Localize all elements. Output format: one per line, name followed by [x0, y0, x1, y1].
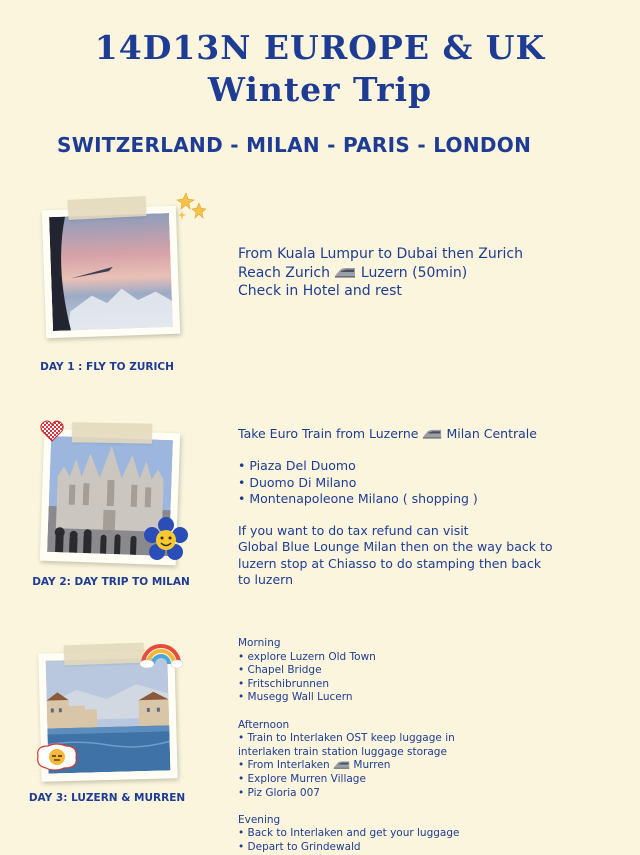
day1-label: DAY 1 : FLY TO ZURICH — [40, 361, 174, 373]
day1-description — [238, 245, 523, 301]
day2-description — [238, 426, 553, 588]
day3-line: • explore Luzern Old Town — [238, 650, 376, 663]
day2-to: Milan Centrale — [446, 426, 537, 441]
day3-from: • From Interlaken — [238, 759, 330, 772]
day3-line: • Chapel Bridge — [238, 664, 322, 677]
page-title-line1: 14D13N EUROPE & UK — [94, 28, 546, 67]
day1-tape — [68, 196, 147, 220]
day3-to: Murren — [353, 759, 391, 772]
day3-line: • Piz Gloria 007 — [238, 786, 320, 799]
train-icon — [422, 427, 442, 440]
day3-line: Afternoon — [238, 718, 290, 731]
day3-line: Evening — [238, 813, 281, 826]
heart-icon — [40, 420, 64, 442]
sparkle-stars-icon — [176, 192, 208, 222]
day3-description — [238, 637, 459, 855]
day3-line: • Explore Murren Village — [238, 772, 366, 785]
day3-label: DAY 3: LUZERN & MURREN — [28, 792, 186, 804]
day2-line-train — [238, 426, 553, 442]
fried-egg-sticker-icon — [34, 742, 80, 772]
day2-tape — [72, 422, 152, 443]
day2-line: luzern stop at Chiasso to do stamping then back — [238, 555, 542, 571]
day3-line: • Musegg Wall Lucern — [238, 691, 353, 704]
smiley-flower-icon — [144, 517, 188, 561]
day3-line: • Train to Interlaken OST keep luggage in — [238, 732, 455, 745]
day2-line: If you want to do tax refund can visit — [238, 523, 469, 539]
day1-line: From Kuala Lumpur to Dubai then Zurich — [238, 246, 523, 262]
page-title-line2: Winter Trip — [207, 70, 433, 109]
day3-line: interlaken train station luggage storage — [238, 745, 447, 758]
rainbow-icon — [139, 640, 183, 668]
day1-from: Reach Zurich — [238, 264, 330, 281]
day1-to: Luzern (50min) — [360, 264, 468, 281]
day1-line-train — [238, 264, 523, 283]
day3-line: • Fritschibrunnen — [238, 677, 330, 690]
day1-polaroid — [42, 206, 180, 339]
day2-line: • Piaza Del Duomo — [238, 458, 356, 474]
day3-line-train — [238, 759, 459, 773]
day3-line: • Depart to Grindewald — [238, 840, 361, 853]
day1-line: Check in Hotel and rest — [238, 283, 402, 299]
day2-line: • Duomo Di Milano — [238, 474, 357, 490]
route-subtitle: SWITZERLAND - MILAN - PARIS - LONDON — [57, 133, 532, 157]
day2-label: DAY 2: DAY TRIP TO MILAN — [32, 576, 190, 588]
day3-tape — [64, 643, 145, 666]
day2-line: to luzern — [238, 571, 294, 587]
day2-from: Take Euro Train from Luzerne — [238, 426, 419, 441]
day2-line: • Montenapoleone Milano ( shopping ) — [238, 490, 478, 506]
day1-photo-airplane-window — [49, 213, 173, 331]
day2-line: Global Blue Lounge Milan then on the way back to — [238, 539, 553, 555]
train-icon — [333, 759, 350, 770]
train-icon — [334, 265, 356, 279]
day3-line: Morning — [238, 637, 281, 649]
day3-line: • Back to Interlaken and get your luggage — [238, 827, 460, 840]
